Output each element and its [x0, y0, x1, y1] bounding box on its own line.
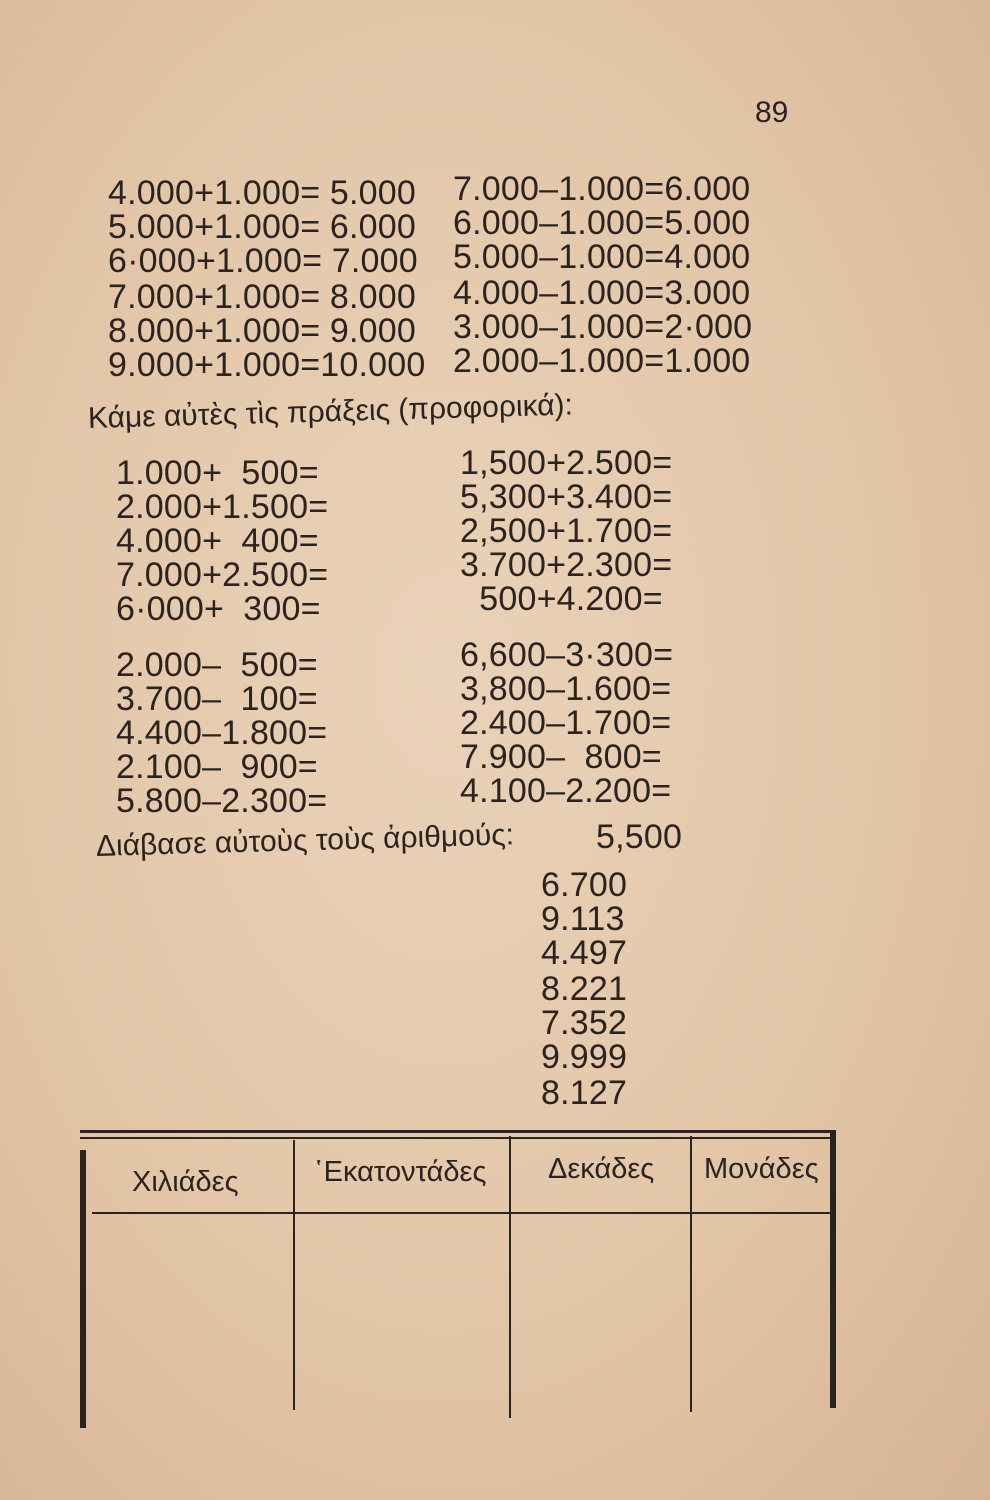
- exercise-line: 6·000+ 300=: [116, 590, 321, 628]
- read-number: 7.352: [541, 1004, 628, 1042]
- read-number: 6.700: [541, 866, 628, 904]
- exercise-heading: Κάμε αὐτὲς τὶς πράξεις (προφορικά):: [87, 388, 574, 435]
- table-top-rule-inner: [80, 1137, 836, 1139]
- page-number: 89: [755, 96, 789, 129]
- table-left-border: [80, 1150, 86, 1428]
- subtraction-line: 7.000–1.000=6.000: [453, 170, 751, 208]
- addition-line: 6·000+1.000= 7.000: [108, 242, 418, 280]
- exercise-line: 2.000+1.500=: [116, 488, 329, 526]
- subtraction-line: 4.000–1.000=3.000: [453, 274, 751, 312]
- exercise-line: 3.700+2.300=: [460, 546, 673, 584]
- addition-line: 7.000+1.000= 8.000: [108, 278, 417, 316]
- exercise-line: 3,800–1.600=: [460, 670, 672, 708]
- read-number: 4.497: [541, 934, 628, 972]
- exercise-line: 3.700– 100=: [116, 680, 318, 718]
- exercise-line: 2.000– 500=: [116, 646, 318, 684]
- addition-line: 5.000+1.000= 6.000: [108, 208, 417, 246]
- table-header-units: Μονάδες: [704, 1153, 819, 1185]
- read-number: 5,500: [596, 818, 683, 856]
- exercise-line: 7.900– 800=: [460, 738, 662, 776]
- addition-line: 9.000+1.000=10.000: [108, 346, 426, 384]
- exercise-line: 4.400–1.800=: [116, 714, 328, 752]
- exercise-line: 1,500+2.500=: [460, 444, 673, 482]
- table-header-hundreds: ῾Εκατοντάδες: [314, 1156, 487, 1188]
- exercise-line: 500+4.200=: [460, 580, 663, 618]
- exercise-line: 4.000+ 400=: [116, 522, 319, 560]
- exercise-line: 4.100–2.200=: [460, 772, 672, 810]
- exercise-line: 5,300+3.400=: [460, 478, 673, 516]
- table-header-tens: Δεκάδες: [548, 1153, 655, 1185]
- exercise-line: 2.400–1.700=: [460, 704, 672, 742]
- table-header-thousands: Χιλιάδες: [132, 1166, 239, 1198]
- exercise-line: 1.000+ 500=: [116, 454, 319, 492]
- table-column-divider: [509, 1136, 511, 1418]
- subtraction-line: 2.000–1.000=1.000: [453, 342, 751, 380]
- read-heading: Διάβασε αὐτοὺς τοὺς ἀριθμούς:: [95, 818, 515, 863]
- exercise-line: 5.800–2.300=: [116, 782, 328, 820]
- read-number: 8.221: [541, 970, 628, 1008]
- subtraction-line: 3.000–1.000=2·000: [453, 308, 753, 346]
- addition-line: 8.000+1.000= 9.000: [108, 312, 417, 350]
- subtraction-line: 5.000–1.000=4.000: [453, 238, 751, 276]
- read-number: 9.113: [541, 900, 625, 938]
- table-top-rule: [80, 1130, 836, 1133]
- table-header-rule: [92, 1212, 832, 1214]
- read-number: 9.999: [541, 1038, 628, 1076]
- exercise-line: 2.100– 900=: [116, 748, 318, 786]
- exercise-line: 6,600–3·300=: [460, 636, 674, 674]
- subtraction-line: 6.000–1.000=5.000: [453, 204, 751, 242]
- exercise-line: 2,500+1.700=: [460, 512, 673, 550]
- table-column-divider: [293, 1140, 295, 1410]
- addition-line: 4.000+1.000= 5.000: [108, 174, 417, 212]
- exercise-line: 7.000+2.500=: [116, 556, 329, 594]
- table-right-border: [830, 1132, 836, 1408]
- read-number: 8.127: [541, 1074, 628, 1112]
- table-column-divider: [690, 1136, 692, 1412]
